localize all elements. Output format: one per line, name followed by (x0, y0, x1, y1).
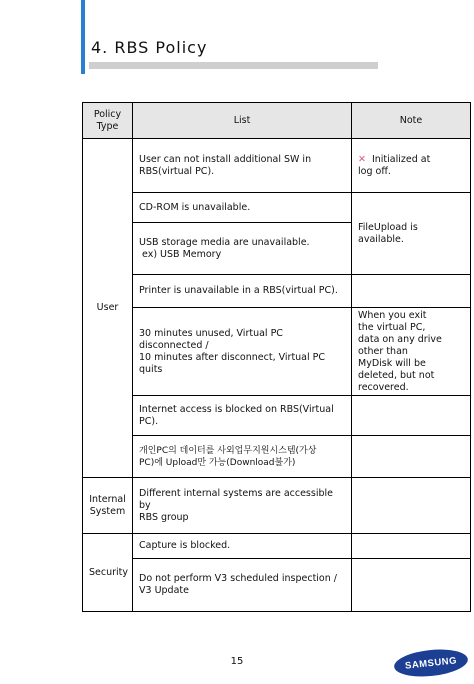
header-policy-type: Policy Type (83, 103, 133, 139)
note-cell (352, 478, 471, 534)
header-note: Note (352, 103, 471, 139)
group-security: Security (83, 534, 133, 612)
note-cell: ✕ Initialized at log off. (352, 139, 471, 193)
note-cell: FileUpload is available. (352, 193, 471, 275)
page-title: 4. RBS Policy (91, 38, 208, 57)
note-cell (352, 275, 471, 308)
note-cell (352, 534, 471, 559)
group-internal-system: Internal System (83, 478, 133, 534)
title-underline (89, 62, 378, 69)
list-item: Different internal systems are accessible by RBS group (133, 478, 352, 534)
policy-table (82, 102, 471, 612)
list-item: CD-ROM is unavailable. (133, 193, 352, 223)
group-user: User (83, 139, 133, 478)
samsung-logo: SAMSUNG (393, 646, 469, 680)
list-item: Internet access is blocked on RBS(Virtual PC). (133, 396, 352, 436)
header-list: List (133, 103, 352, 139)
list-item: User can not install additional SW in RBS(virtual PC). (133, 139, 352, 193)
note-cell: When you exit the virtual PC, data on any drive other than MyDisk will be deleted, but not recovered. (352, 308, 471, 396)
page-number: 15 (230, 656, 244, 667)
list-item: Printer is unavailable in a RBS(virtual PC). (133, 275, 352, 308)
x-mark-icon: ✕ (358, 153, 366, 165)
note-cell (352, 559, 471, 612)
list-item: Do not perform V3 scheduled inspection / V3 Update (133, 559, 352, 612)
list-item: USB storage media are unavailable. ex) USB Memory (133, 223, 352, 275)
list-item: Capture is blocked. (133, 534, 352, 559)
list-item: 개인PC의 데이터를 사외업무지원시스템(가상 PC)에 Upload만 가능(Download불가) (133, 436, 352, 478)
list-item: 30 minutes unused, Virtual PC disconnected / 10 minutes after disconnect, Virtual PC quits (133, 308, 352, 396)
header-accent-bar (81, 0, 85, 74)
note-cell (352, 436, 471, 478)
note-cell (352, 396, 471, 436)
